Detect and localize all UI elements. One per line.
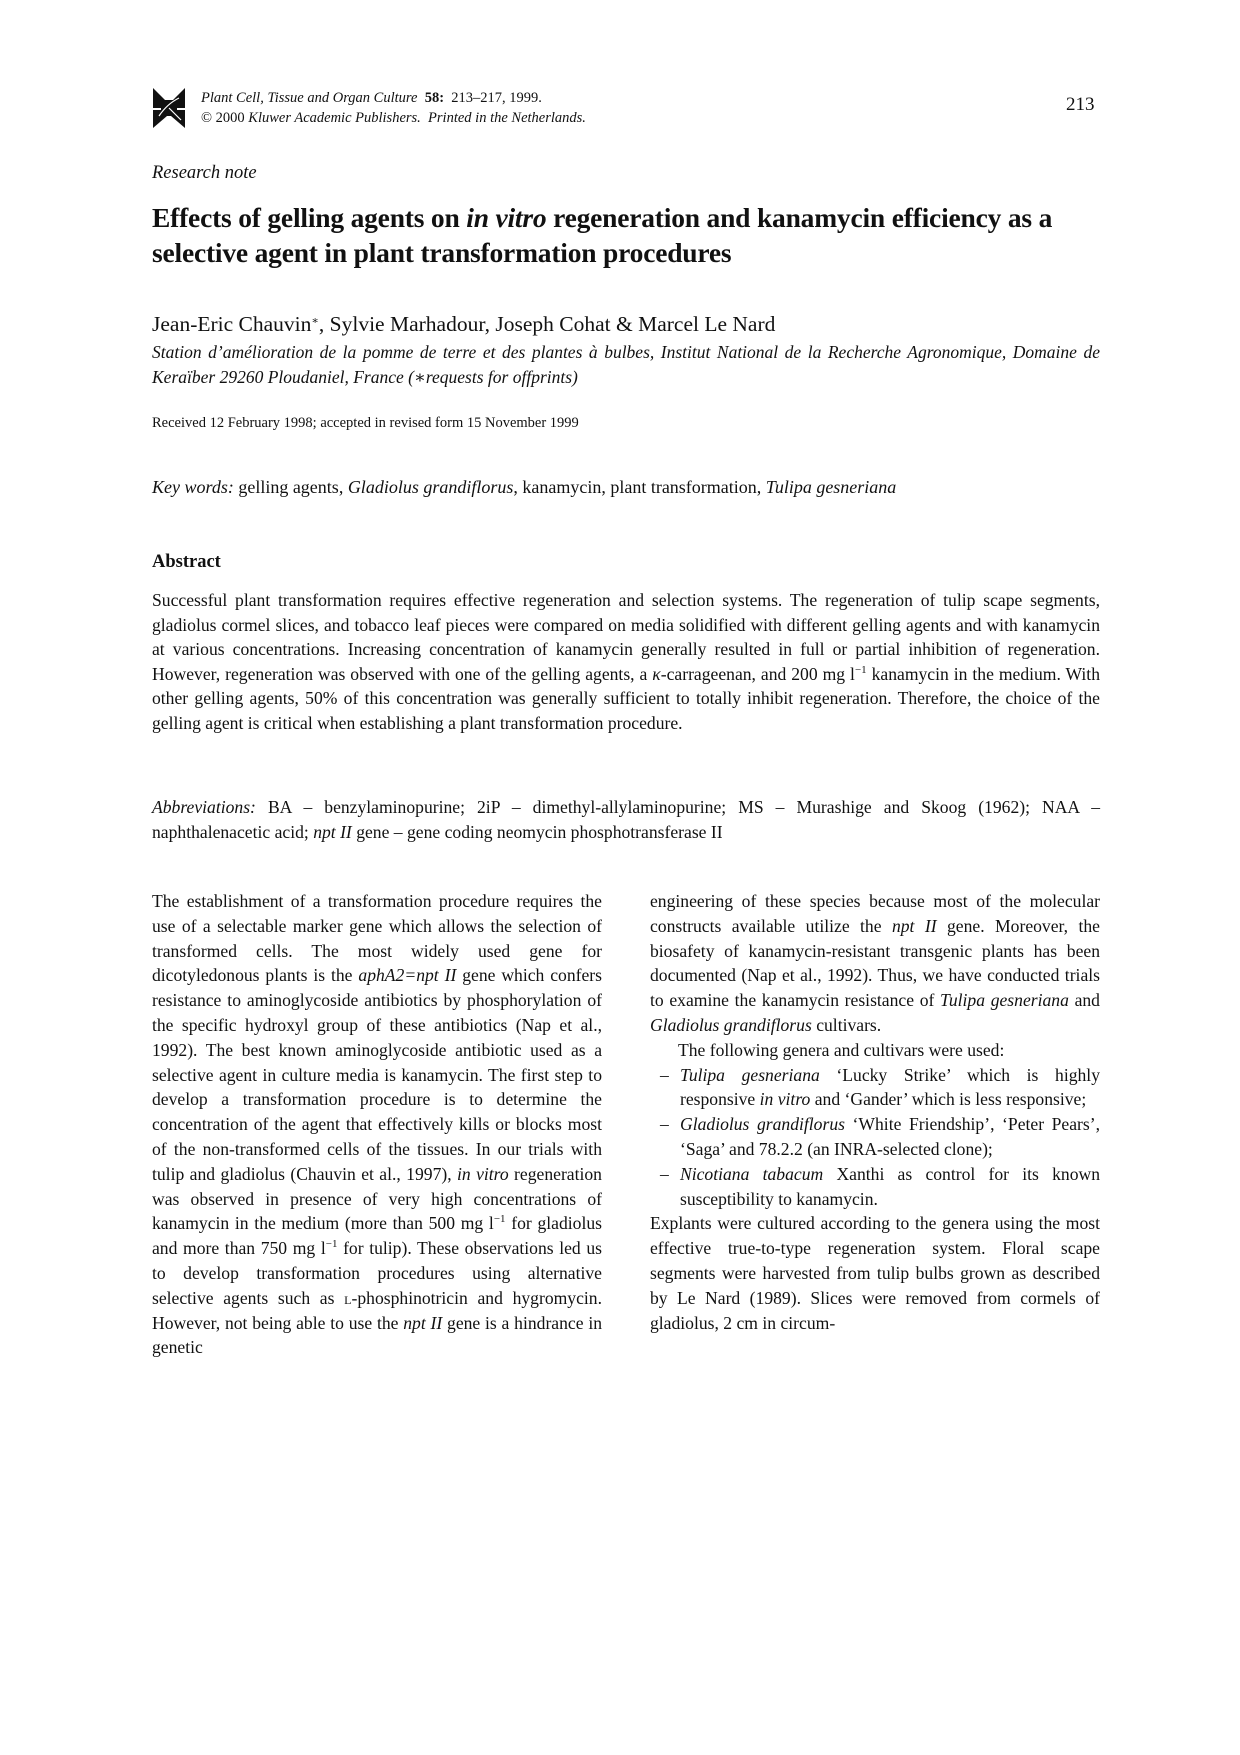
superscript: −1 — [854, 663, 867, 676]
kappa-symbol: κ — [652, 663, 661, 684]
page-number: 213 — [1066, 94, 1095, 115]
dash-bullet: – — [660, 1114, 669, 1135]
body-column-right — [650, 889, 1100, 1335]
author-names: , Sylvie Marhadour, Joseph Cohat & Marcel Le Nard — [318, 312, 776, 336]
species-name: Gladiolus grandiflorus — [650, 1014, 812, 1035]
text: engineering of these species because most of the molecular constructs available utilize the — [650, 891, 1100, 936]
gene-name: npt II — [403, 1312, 443, 1333]
keywords: Key words: gelling agents, Gladiolus grandiflorus, kanamycin, plant transformation, Tulipa gesneriana — [152, 477, 897, 497]
text: The establishment of a transformation procedure requires the use of a selectable marker gene which allows the selection of transformed cells. The most widely used gene for dicotyledonous plants is the — [152, 891, 602, 986]
abstract-segment: -carrageenan, and 200 mg l — [660, 663, 855, 684]
text: and ‘Gander’ which is less responsive; — [810, 1089, 1087, 1110]
received-dates: Received 12 February 1998; accepted in revised form 15 November 1999 — [152, 415, 579, 431]
body-paragraph — [152, 889, 602, 1360]
body-paragraph: The following genera and cultivars were used: — [678, 1039, 1005, 1060]
journal-volume: 58: — [424, 90, 445, 106]
abstract-segment: Successful plant transformation requires effective regeneration and selection systems. The regeneration of tulip scape segments, gladiolus cormel slices, and tobacco leaf pieces were compared on media solidified with different gelling agents and with kanamycin at various concentrations. Increasing concentration of kanamycin generally resulted in full or partial inhibition of regeneration. However, regeneration was observed with one of the gelling agents, a — [152, 590, 1100, 684]
text: Xanthi as control for its known susceptibility to kanamycin. — [680, 1163, 1100, 1209]
abbreviations-label: Abbreviations: — [152, 797, 256, 817]
list-item — [650, 1063, 1100, 1113]
abbreviations — [152, 795, 1100, 844]
publisher-logo-icon — [151, 86, 187, 130]
italic-term: in vitro — [759, 1089, 811, 1110]
authors — [152, 312, 775, 337]
gene-name: aphA2=npt II — [358, 965, 457, 986]
gene-name: npt II — [313, 821, 352, 842]
text: ‘Lucky Strike’ which is highly responsive — [680, 1064, 1100, 1110]
section-label: Research note — [152, 163, 257, 183]
text: gene. Moreover, the biosafety of kanamycin-resistant transgenic plants has been documented (Nap et al., 1992). Thus, we have conducted trials to examine the kanamycin resistance of — [650, 915, 1100, 1011]
superscript: −1 — [493, 1213, 506, 1226]
text: ‘White Friendship’, ‘Peter Pears’, ‘Saga’ and 78.2.2 (an INRA-selected clone); — [680, 1114, 1100, 1159]
journal-pages-year: 213–217, 1999. — [451, 90, 542, 106]
abbreviations-text: gene – gene coding neomycin phosphotransferase II — [351, 821, 723, 842]
abbreviations-text: BA – benzylaminopurine; 2iP – dimethyl-allylaminopurine; MS – Murashige and Skoog (1962); NAA – naphthalenacetic acid; — [152, 797, 1100, 842]
body-column-left — [152, 889, 602, 1360]
gene-name: npt II — [891, 915, 937, 936]
species-name: Nicotiana tabacum — [680, 1163, 824, 1184]
text: gene which confers resistance to aminoglycoside antibiotics by phosphorylation of the specific hydroxyl group of these antibiotics (Nap et al., 1992). The best known aminoglycoside antibiotic used as a selective agent in culture media is kanamycin. The first step to develop a transformation procedure is to determine the concentration of the agent that effectively kills or blocks most of the non-transformed cells of the tissues. In our trials with tulip and gladiolus (Chauvin et al., 1997), — [152, 965, 603, 1184]
journal-citation — [201, 88, 586, 128]
species-name: Tulipa gesneriana — [680, 1064, 820, 1085]
keywords-label: Key words: — [152, 477, 234, 497]
author-name: Jean-Eric Chauvin — [152, 312, 312, 336]
body-paragraph — [650, 889, 1100, 1038]
italic-term: in vitro — [457, 1163, 509, 1184]
copyright-symbol: © — [201, 110, 213, 126]
text: gene is a hindrance in genetic — [152, 1312, 602, 1358]
copyright-year: 2000 — [215, 110, 245, 126]
text: cultivars. — [811, 1014, 882, 1035]
species-name: Tulipa gesneriana — [940, 990, 1069, 1011]
list-item — [650, 1162, 1100, 1212]
printed-note: Printed in the Netherlands. — [428, 110, 586, 126]
superscript: −1 — [325, 1238, 338, 1251]
title-text: Effects of gelling agents on — [152, 202, 467, 233]
corresponding-author-marker: ∗ — [311, 315, 319, 327]
keyword: Tulipa gesneriana — [765, 477, 897, 497]
article-title — [152, 200, 1102, 270]
abstract-heading: Abstract — [152, 552, 221, 572]
publisher-name: Kluwer Academic Publishers. — [248, 110, 421, 126]
text: for gladiolus and more than 750 mg l — [152, 1213, 602, 1259]
body-paragraph: Explants were cultured according to the genera using the most effective true-to-type regeneration system. Floral scape segments were harvested from tulip bulbs grown as described by Le Nard (1989). Slices were removed from cormels of gladiolus, 2 cm in circum- — [650, 1213, 1100, 1333]
dash-bullet: – — [660, 1064, 669, 1085]
species-name: Gladiolus grandiflorus — [680, 1114, 845, 1135]
text: -phosphinotricin and hygromycin. However, not being able to use the — [152, 1287, 602, 1333]
abstract-text — [152, 588, 1100, 736]
text: regeneration was observed in presence of very high concentrations of kanamycin in the medium (more than 500 mg l — [152, 1163, 602, 1234]
keyword: plant transformation — [610, 477, 757, 497]
affiliation: Station d’amélioration de la pomme de terre et des plantes à bulbes, Institut National de la Recherche Agronomique, Domaine de Keraïber 29260 Ploudaniel, France (∗requests for offprints) — [152, 342, 1100, 387]
abstract-segment: kanamycin in the medium. With other gelling agents, 50% of this concentration was generally sufficient to totally inhibit regeneration. Therefore, the choice of the gelling agent is critical when establishing a plant transformation procedure. — [152, 663, 1100, 733]
title-text-cont: regeneration and kanamycin efficiency as a selective agent in plant transformation procedures — [152, 202, 1053, 268]
keyword: gelling agents — [238, 477, 339, 497]
title-italic-text: in vitro — [466, 202, 547, 233]
list-item — [650, 1112, 1100, 1162]
journal-name: Plant Cell, Tissue and Organ Culture — [201, 90, 418, 106]
dash-bullet: – — [660, 1163, 669, 1184]
small-caps-prefix: l — [344, 1287, 352, 1308]
text: for tulip). These observations led us to develop transformation procedures using alternative selective agents such as — [152, 1238, 602, 1308]
text: and — [1068, 990, 1100, 1011]
keyword: kanamycin — [522, 477, 602, 497]
keyword: Gladiolus grandiflorus — [347, 477, 514, 497]
